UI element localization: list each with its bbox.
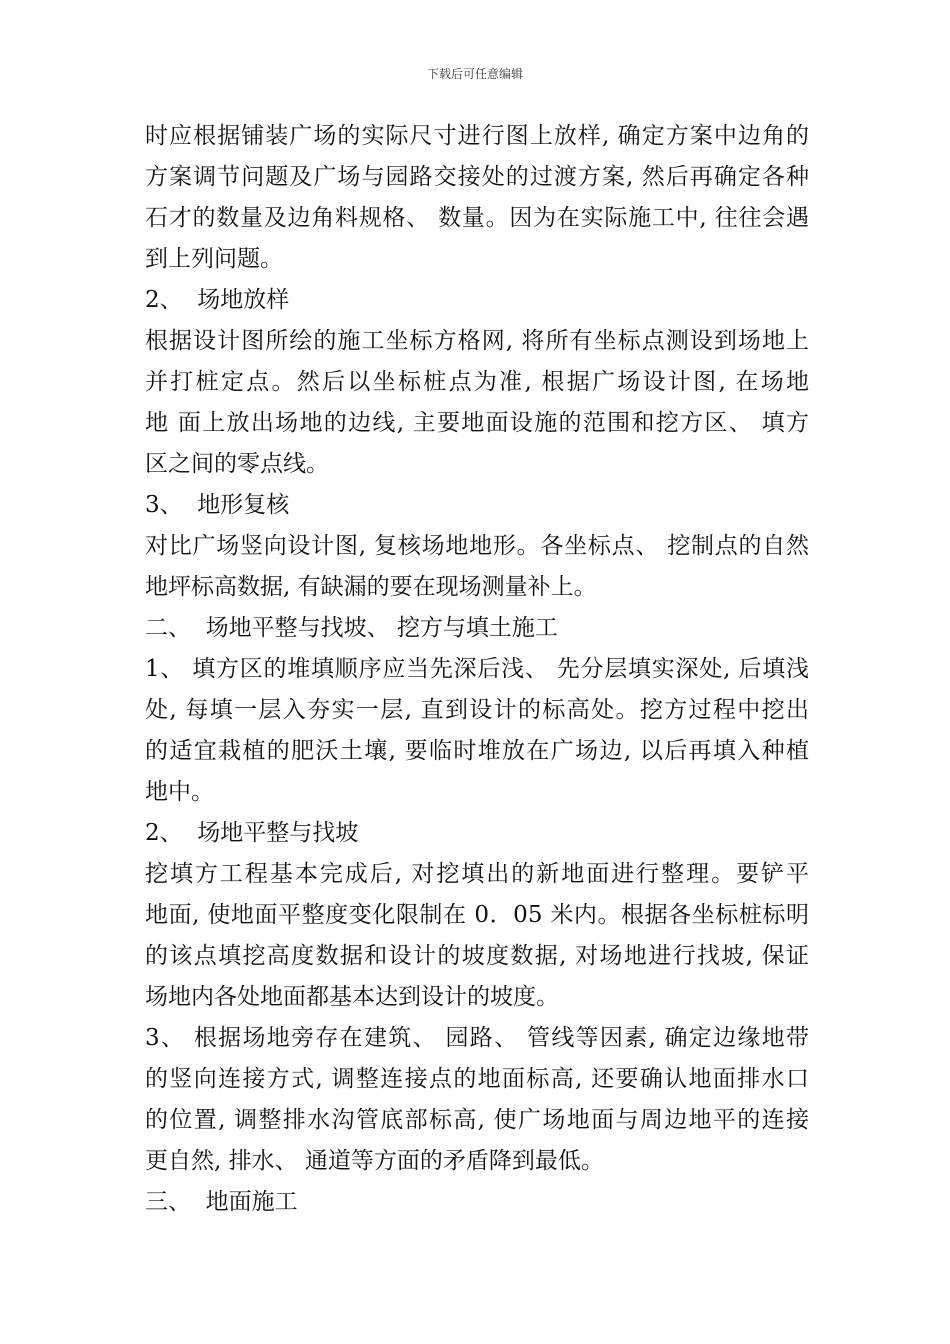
document-body <box>145 116 809 1223</box>
text-line: 并打桩定点。然后以坐标桩点为准, 根据广场设计图, 在场地 <box>145 369 809 395</box>
text-line: 地面, 使地面平整度变化限制在 0．05 米内。根据各坐标桩标明 <box>145 902 809 928</box>
text-line: 的竖向连接方式, 调整连接点的地面标高, 还要确认地面排水口 <box>145 1066 809 1092</box>
section-heading: 2、 场地放样 <box>145 287 290 313</box>
section-heading: 三、 地面施工 <box>145 1189 298 1215</box>
section-heading: 3、 地形复核 <box>145 492 290 518</box>
text-line: 区之间的零点线。 <box>145 451 329 477</box>
text-line: 更自然, 排水、 通道等方面的矛盾降到最低。 <box>145 1148 604 1174</box>
text-line: 方案调节问题及广场与园路交接处的过渡方案, 然后再确定各种 <box>145 164 809 190</box>
text-line: 1、 填方区的堆填顺序应当先深后浅、 先分层填实深处, 后填浅 <box>145 656 809 682</box>
text-line: 的该点填挖高度数据和设计的坡度数据, 对场地进行找坡, 保证 <box>145 943 809 969</box>
text-line: 到上列问题。 <box>145 246 283 272</box>
text-line: 地坪标高数据, 有缺漏的要在现场测量补上。 <box>145 574 597 600</box>
text-line: 石才的数量及边角料规格、 数量。因为在实际施工中, 往往会遇 <box>145 205 809 231</box>
text-line: 时应根据铺装广场的实际尺寸进行图上放样, 确定方案中边角的 <box>145 123 809 149</box>
page-header: 下载后可任意编辑 <box>426 67 523 81</box>
text-line: 3、 根据场地旁存在建筑、 园路、 管线等因素, 确定边缘地带 <box>145 1025 809 1051</box>
text-line: 根据设计图所绘的施工坐标方格网, 将所有坐标点测设到场地上 <box>145 328 809 354</box>
text-line: 的位置, 调整排水沟管底部标高, 使广场地面与周边地平的连接 <box>145 1107 809 1133</box>
section-heading: 二、 场地平整与找坡、 挖方与填土施工 <box>145 615 558 641</box>
text-line: 地 面上放出场地的边线, 主要地面设施的范围和挖方区、 填方 <box>145 410 809 436</box>
text-line: 地中。 <box>145 779 214 805</box>
text-line: 对比广场竖向设计图, 复核场地地形。各坐标点、 挖制点的自然 <box>145 533 809 559</box>
text-line: 挖填方工程基本完成后, 对挖填出的新地面进行整理。要铲平 <box>145 861 809 887</box>
text-line: 场地内各处地面都基本达到设计的坡度。 <box>145 984 559 1010</box>
section-heading: 2、 场地平整与找坡 <box>145 820 359 846</box>
text-line: 的适宜栽植的肥沃土壤, 要临时堆放在广场边, 以后再填入种植 <box>145 738 809 764</box>
text-line: 处, 每填一层入夯实一层, 直到设计的标高处。挖方过程中挖出 <box>145 697 809 723</box>
